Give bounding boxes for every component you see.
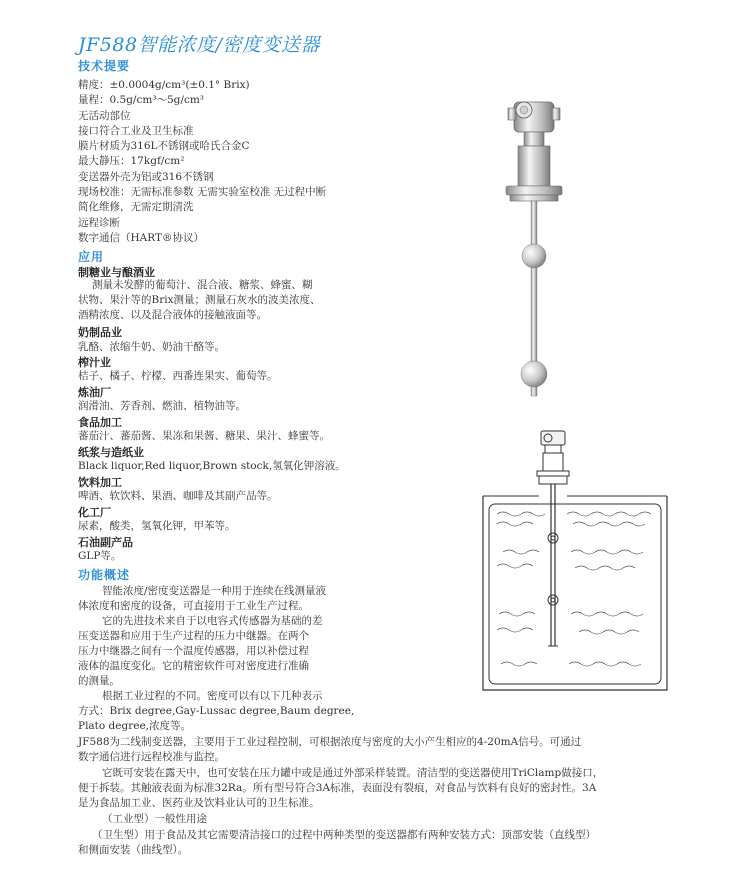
app-text: 测量未发酵的葡萄汁、混合液、糖浆、蜂蜜、糊: [92, 279, 313, 291]
neck: [524, 132, 544, 146]
spec-item: 远程诊断: [78, 216, 120, 229]
app-text: 润滑油、芳香剂、燃油、植物油等。: [78, 400, 246, 412]
spec-item: 无活动部位: [78, 109, 131, 122]
app-heading: 石油副产品: [78, 536, 133, 549]
app-text: 桔子、橘子、柠檬、西番连果实、葡萄等。: [78, 370, 278, 382]
section-heading-tech: 技术提要: [78, 59, 131, 73]
upper-float: [522, 244, 546, 268]
app-heading: 榨汁业: [78, 356, 111, 369]
func-text: 它既可安装在露天中，也可安装在压力罐中或是通过外部采样装置。清洁型的变送器使用TriClamp做接口，: [102, 767, 604, 779]
app-heading: 饮料加工: [78, 476, 122, 489]
spec-item: 变送器外壳为铝或316不锈钢: [78, 170, 214, 183]
app-heading: 炼油厂: [78, 386, 111, 399]
app-text: 啤酒、软饮料、果酒、咖啡及其副产品等。: [78, 490, 278, 502]
sensor-body: [518, 146, 550, 186]
func-text: 的测量。: [78, 675, 120, 687]
liquid-waves: [497, 512, 651, 666]
spec-item: 膜片材质为316L不锈钢或哈氏合金C: [78, 140, 250, 153]
app-text: Black liquor,Red liquor,Brown stock,氢氧化钾溶液。: [78, 460, 346, 472]
app-heading: 制糖业与酿酒业: [78, 266, 155, 279]
diagram-float-lower: [548, 595, 558, 605]
app-text: 乳酪、浓缩牛奶、奶油干酪等。: [78, 341, 225, 353]
func-text: Plato degree,浓度等。: [78, 720, 192, 732]
app-text: 状物、果汁等的Brix测量；测量石灰水的波美浓度、: [78, 294, 321, 306]
spec-list: [78, 78, 408, 246]
func-text: （卫生型）用于食品及其它需要清洁接口的过程中两种类型的变送器都有两种安装方式：顶部安装（直线型）: [92, 829, 596, 841]
app-heading: 化工厂: [78, 506, 111, 519]
app-text: GLP等。: [78, 550, 122, 562]
func-text: 方式：Brix degree,Gay-Lussac degree,Baum degree,: [78, 705, 355, 717]
app-text: 尿素，酸类，氢氧化钾，甲苯等。: [78, 520, 236, 532]
func-text: 智能浓度/密度变送器是一种用于连续在线测量液: [102, 585, 327, 597]
transmitter-head: [508, 102, 560, 132]
app-heading: 纸浆与造纸业: [78, 446, 144, 459]
spec-accuracy: 精度：±0.0004g/cm³(±0.1° Brix): [78, 79, 250, 91]
app-heading: 奶制品业: [78, 326, 122, 339]
func-text: 数字通信进行远程校准与监控。: [78, 751, 225, 763]
flange: [506, 186, 562, 195]
page-title: JF588智能浓度/密度变送器: [78, 34, 320, 56]
func-text: 是为食品加工业、医药业及饮料业认可的卫生标准。: [78, 797, 320, 809]
func-text: JF588为二线制变送器，主要用于工业过程控制，可根据浓度与密度的大小产生相应的4-20mA信号。可通过: [78, 736, 582, 748]
diagram-float-upper: [548, 533, 558, 543]
func-text: 根据工业过程的不同。密度可以有以下几种表示: [102, 690, 323, 702]
func-text: 压变送器和应用于生产过程的压力中继器。在两个: [78, 630, 309, 642]
func-text: 和侧面安装（曲线型）。: [78, 844, 189, 856]
spec-pressure: 最大静压：17kgf/cm²: [78, 155, 185, 168]
spec-item: 现场校准：无需标准参数 无需实验室校准 无过程中断: [78, 186, 327, 199]
spec-range: 量程：0.5g/cm³～5g/cm³: [78, 94, 204, 107]
func-text: （工业型）一般性用途: [102, 813, 207, 825]
lower-float: [521, 361, 547, 387]
func-text: 便于拆装。其触液表面为标准32Ra。所有型号符合3A标准，表面没有裂痕，对食品与饮料有良好的密封性。3A: [78, 782, 597, 794]
installation-diagram: [475, 428, 675, 698]
func-text: 液体的温度变化。它的精密软件可对密度进行准确: [78, 660, 309, 672]
func-text: 压力中继器之间有一个温度传感器，用以补偿过程: [78, 645, 309, 657]
app-text: 酒精浓度、以及混合液体的接触液面等。: [78, 309, 267, 321]
product-photo: [480, 88, 600, 398]
section-heading-app: 应用: [78, 250, 105, 264]
func-text: 它的先进技术来自于以电容式传感器为基础的差: [102, 615, 323, 627]
spec-hart: 数字通信（HART®协议）: [78, 231, 204, 244]
section-heading-func: 功能概述: [78, 568, 131, 582]
app-text: 蕃茄汁、蕃茄酱、果冻和果酱、糖果、果汁、蜂蜜等。: [78, 430, 330, 442]
spec-item: 简化维修，无需定期清洗: [78, 201, 194, 214]
app-heading: 食品加工: [78, 416, 122, 429]
tank-inner: [489, 504, 661, 684]
func-text: 体浓度和密度的设备，可直接用于工业生产过程。: [78, 600, 309, 612]
diagram-transmitter: [541, 431, 565, 445]
spec-item: 接口符合工业及卫生标准: [78, 124, 194, 137]
